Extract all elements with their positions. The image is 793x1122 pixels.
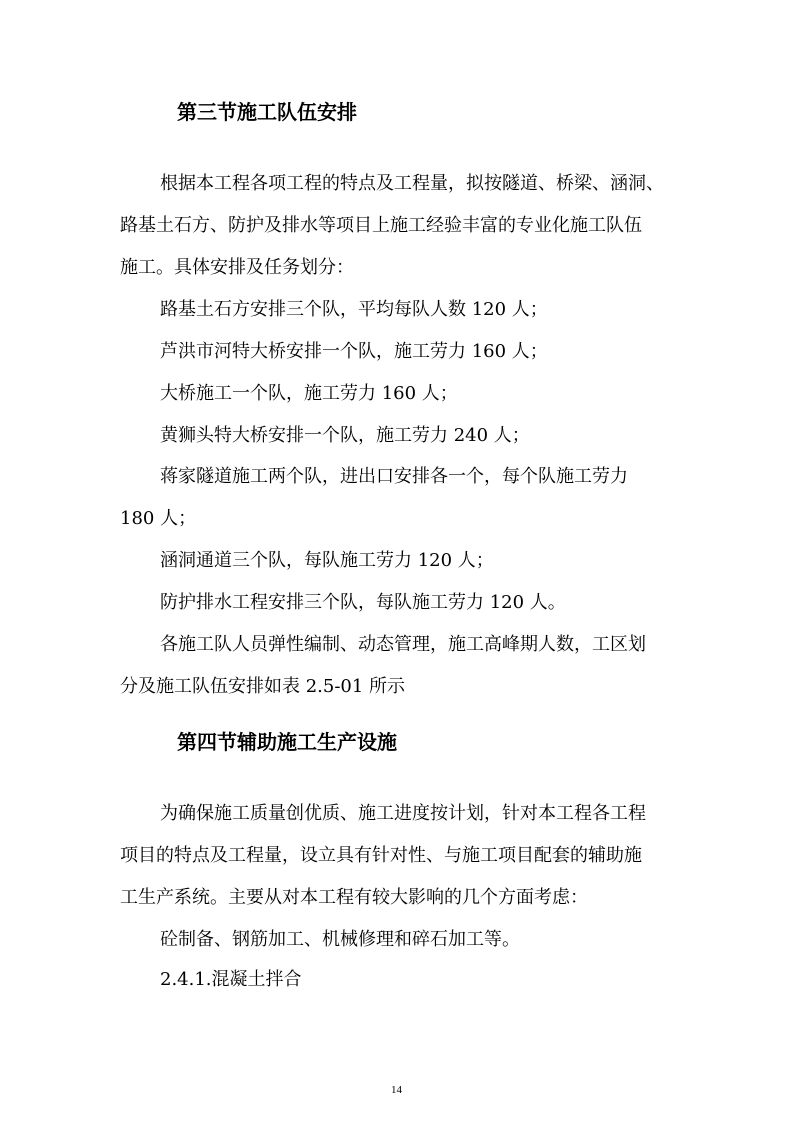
subsection-heading: 2.4.1.混凝土拌合 [160,969,302,990]
section-4-paragraph-1-line-2: 项目的特点及工程量，设立具有针对性、与施工项目配套的辅助施 [120,845,642,866]
list-item-jiangjia-tunnel-continued: 180 人； [120,508,197,529]
list-item-luhong-bridge: 芦洪市河特大桥安排一个队，施工劳力 160 人； [160,341,548,362]
section-3-paragraph-2-line-1: 各施工队人员弹性编制、动态管理，施工高峰期人数，工区划 [160,634,646,655]
section-4-paragraph-1-line-3: 工生产系统。主要从对本工程有较大影响的几个方面考虑： [120,887,588,908]
section-3-paragraph-1-line-2: 路基土石方、防护及排水等项目上施工经验丰富的专业化施工队伍 [120,215,642,236]
list-item-huangshitou-bridge: 黄狮头特大桥安排一个队，施工劳力 240 人； [160,425,530,446]
list-item-jiangjia-tunnel: 蒋家隧道施工两个队，进出口安排各一个，每个队施工劳力 [160,466,628,487]
section-3-paragraph-2-line-2: 分及施工队伍安排如表 2.5-01 所示 [120,676,406,697]
section-4-paragraph-2: 砼制备、钢筋加工、机械修理和碎石加工等。 [160,929,520,950]
section-3-heading: 第三节施工队伍安排 [177,100,357,124]
list-item-drainage: 防护排水工程安排三个队，每队施工劳力 120 人。 [160,592,566,613]
list-item-roadbed: 路基土石方安排三个队，平均每队人数 120 人； [160,299,548,320]
section-4-heading: 第四节辅助施工生产设施 [177,730,397,754]
section-3-paragraph-1-line-1: 根据本工程各项工程的特点及工程量，拟按隧道、桥梁、涵洞、 [160,173,664,194]
list-item-large-bridge: 大桥施工一个队，施工劳力 160 人； [160,383,458,404]
section-4-paragraph-1-line-1: 为确保施工质量创优质、施工进度按计划，针对本工程各工程 [160,803,646,824]
list-item-culvert: 涵洞通道三个队，每队施工劳力 120 人； [160,550,494,571]
section-3-paragraph-1-line-3: 施工。具体安排及任务划分： [120,257,354,278]
page-number: 14 [391,1084,402,1096]
